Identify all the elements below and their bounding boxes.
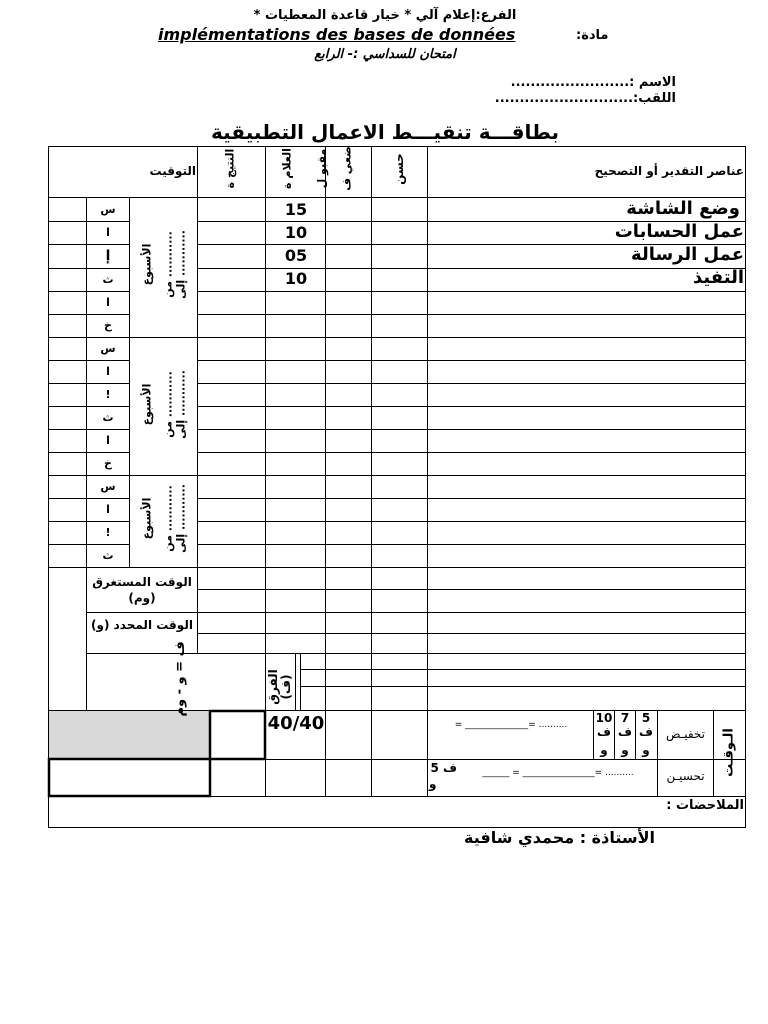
card-title: بطاقـــة تنقيـــط الاعمال التطبيقية bbox=[211, 120, 559, 144]
improve-label: تحسيـن bbox=[666, 769, 705, 783]
score-1: 15 bbox=[284, 200, 308, 219]
name-field: الاسم :........................ bbox=[510, 75, 676, 90]
diff-label: الفرق (ف) bbox=[266, 669, 293, 705]
week1-day: إ bbox=[105, 248, 111, 264]
reduction-c1: 5 ف bbox=[639, 711, 653, 739]
week1-day: ث bbox=[102, 273, 114, 286]
col-good: حسن bbox=[392, 153, 406, 185]
teacher-signature: الأستاذة : محمدي شافية bbox=[464, 828, 655, 847]
col-medium: مقبو ل bbox=[315, 148, 329, 189]
reduction-dashes: = ______________= .......... bbox=[454, 720, 568, 730]
week3-to: إلى ........... bbox=[174, 484, 188, 553]
criterion-3: عمل الرسالة bbox=[631, 244, 744, 265]
improve-dashes: ______ = ________________= .......... bbox=[482, 768, 634, 778]
criterion-1: وضع الشاشة bbox=[626, 198, 740, 219]
week1-from: من ........... bbox=[161, 231, 175, 298]
subject-title: implémentations des bases de données bbox=[158, 25, 516, 44]
score-4: 10 bbox=[284, 269, 308, 288]
week2-to: إلى ........... bbox=[174, 370, 188, 439]
reduction-w: و bbox=[642, 743, 650, 757]
reduction-c3: 10 ف bbox=[595, 711, 613, 739]
reduction-w: و bbox=[600, 743, 608, 757]
week2-day: خ bbox=[104, 457, 112, 470]
week3-from: من ........... bbox=[161, 485, 175, 552]
week3-label: الأسبوع bbox=[140, 497, 154, 540]
time-used-label: الوقت المستغرق (وم) bbox=[92, 575, 192, 605]
week1-day: ا bbox=[106, 226, 110, 239]
week2-from: من ........... bbox=[161, 371, 175, 438]
col-grade: العلام ة bbox=[280, 148, 294, 189]
criterion-4: التفيذ bbox=[693, 267, 744, 288]
score-3: 05 bbox=[284, 246, 308, 265]
improve-c1: 5 ف bbox=[430, 761, 457, 775]
week2-label: الأسبوع bbox=[140, 383, 154, 426]
week1-day: س bbox=[100, 203, 116, 216]
notes-label: الملاحضات : bbox=[666, 798, 744, 813]
col-criteria: عناصر التقدير أو التصحيح bbox=[594, 164, 744, 178]
week3-day: ث bbox=[102, 549, 114, 562]
time-set-label: الوقت المحدد (و) bbox=[91, 618, 193, 632]
week1-day: ا bbox=[106, 296, 110, 309]
col-weak: ضعي ف bbox=[340, 146, 354, 191]
week1-day: خ bbox=[104, 319, 112, 332]
exam-line: امتحان للسداسي :- الرابع bbox=[314, 47, 456, 62]
col-timing: التوقيت bbox=[149, 164, 196, 178]
score-2: 10 bbox=[284, 223, 308, 242]
criterion-2: عمل الحسابات bbox=[614, 221, 744, 242]
week2-day: ا bbox=[106, 434, 110, 447]
total-score: 40/40 bbox=[267, 713, 325, 734]
week2-day: س bbox=[100, 342, 116, 355]
branch-line: الفرع:إعلام آلي * خيار قاعدة المعطيات * bbox=[253, 8, 517, 23]
surname-field: اللقب:............................ bbox=[494, 91, 676, 106]
week3-day: ! bbox=[105, 526, 111, 539]
week3-day: س bbox=[100, 480, 116, 493]
grey-cell bbox=[49, 711, 210, 759]
col-result: النتيج ة bbox=[223, 148, 237, 189]
reduction-label: تخفيـض bbox=[666, 727, 705, 741]
week2-day: ا bbox=[106, 365, 110, 378]
week2-day: ! bbox=[105, 388, 111, 401]
formula: ف = و - وم bbox=[172, 641, 188, 717]
week1-label: الأسبوع bbox=[140, 243, 154, 286]
time-vertical-label: الـوقـت bbox=[721, 728, 737, 777]
week1-to: إلى ........... bbox=[174, 230, 188, 299]
subject-label: مادة: bbox=[576, 28, 609, 43]
week3-day: ا bbox=[106, 503, 110, 516]
week2-day: ث bbox=[102, 411, 114, 424]
reduction-c2: 7 ف bbox=[618, 711, 632, 739]
reduction-w: و bbox=[621, 743, 629, 757]
improve-w: و bbox=[429, 777, 437, 791]
